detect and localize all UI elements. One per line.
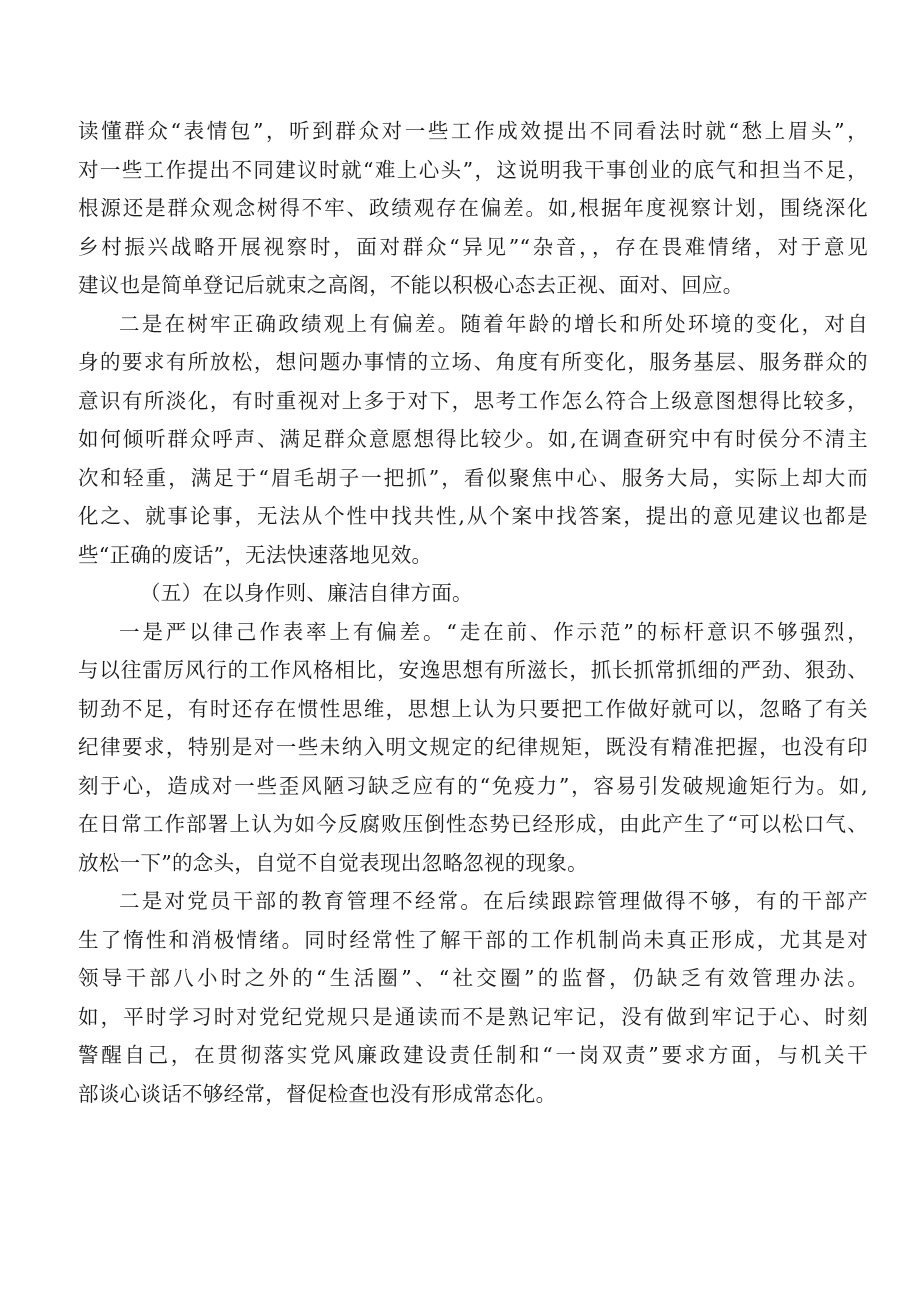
text-line: 如何倾听群众呼声、满足群众意愿想得比较少。如,在调查研究中有时侯分不清主 <box>78 427 868 451</box>
text-line: 领导干部八小时之外的“生活圈”、“社交圈”的监督，仍缺乏有效管理办法。 <box>78 966 868 990</box>
text-line: 放松一下”的念头，自觉不自觉表现出忽略忽视的现象。 <box>78 850 588 875</box>
text-line: 部谈心谈话不够经常，督促检查也没有形成常态化。 <box>78 1081 557 1106</box>
text-line: 根源还是群众观念树得不牢、政绩观存在偏差。如,根据年度视察计划，围绕深化 <box>78 196 868 220</box>
text-line: 生了惰性和消极情绪。同时经常性了解干部的工作机制尚未真正形成，尤其是对 <box>78 927 868 952</box>
text-line: 在日常工作部署上认为如今反腐败压倒性态势已经形成，由此产生了“可以松口气、 <box>78 812 868 836</box>
text-line: 建议也是简单登记后就束之高阁，不能以积极心态去正视、面对、回应。 <box>78 273 744 297</box>
text-line: 次和轻重，满足于“眉毛胡子一把抓”，看似聚焦中心、服务大局，实际上却大而 <box>78 465 868 490</box>
text-line: 一是严以律己作表率上有偏差。“走在前、作示范”的标杆意识不够强烈， <box>119 619 868 644</box>
text-line: 纪律要求，特别是对一些未纳入明文规定的纪律规矩，既没有精准把握，也没有印 <box>78 735 868 759</box>
text-line: 身的要求有所放松，想问题办事情的立场、角度有所变化，服务基层、服务群众的 <box>78 350 868 374</box>
section-heading <box>78 574 868 613</box>
text-line: 意识有所淡化，有时重视对上多于对下，思考工作怎么符合上级意图想得比较多， <box>78 388 868 413</box>
text-line: 警醒自己，在贯彻落实党风廉政建设责任制和“一岗双责”要求方面，与机关干 <box>78 1043 868 1067</box>
section-heading-text: （五）在以身作则、廉洁自律方面。 <box>140 581 473 605</box>
paragraph-4 <box>78 613 868 883</box>
text-line: 化之、就事论事，无法从个性中找共性,从个案中找答案，提出的意见建议也都是 <box>78 504 868 528</box>
text-line: 二是在树牢正确政绩观上有偏差。随着年龄的增长和所处环境的变化，对自 <box>119 311 868 336</box>
text-line: 刻于心，造成对一些歪风陋习缺乏应有的“免疫力”，容易引发破规逾矩行为。如, <box>78 773 868 798</box>
text-line: 读懂群众“表情包”，听到群众对一些工作成效提出不同看法时就“愁上眉头”， <box>78 119 868 143</box>
text-line: 些“正确的废话”，无法快速落地见效。 <box>78 542 433 567</box>
text-line: 韧劲不足，有时还存在惯性思维，思想上认为只要把工作做好就可以，忽略了有关 <box>78 696 868 721</box>
text-line: 乡村振兴战略开展视察时，面对群众“异见”“杂音，，存在畏难情绪，对于意见 <box>78 234 868 259</box>
document-body <box>78 112 868 1113</box>
text-line: 与以往雷厉风行的工作风格相比，安逸思想有所滋长，抓长抓常抓细的严劲、狠劲、 <box>78 658 868 682</box>
text-line: 对一些工作提出不同建议时就“难上心头”，这说明我干事创业的底气和担当不足， <box>78 157 868 182</box>
paragraph-2 <box>78 305 868 575</box>
paragraph-5 <box>78 882 868 1113</box>
text-line: 如，平时学习时对党纪党规只是通读而不是熟记牢记，没有做到牢记于心、时刻 <box>78 1004 868 1029</box>
text-line: 二是对党员干部的教育管理不经常。在后续跟踪管理做得不够，有的干部产 <box>119 889 868 913</box>
paragraph-1 <box>78 112 868 305</box>
